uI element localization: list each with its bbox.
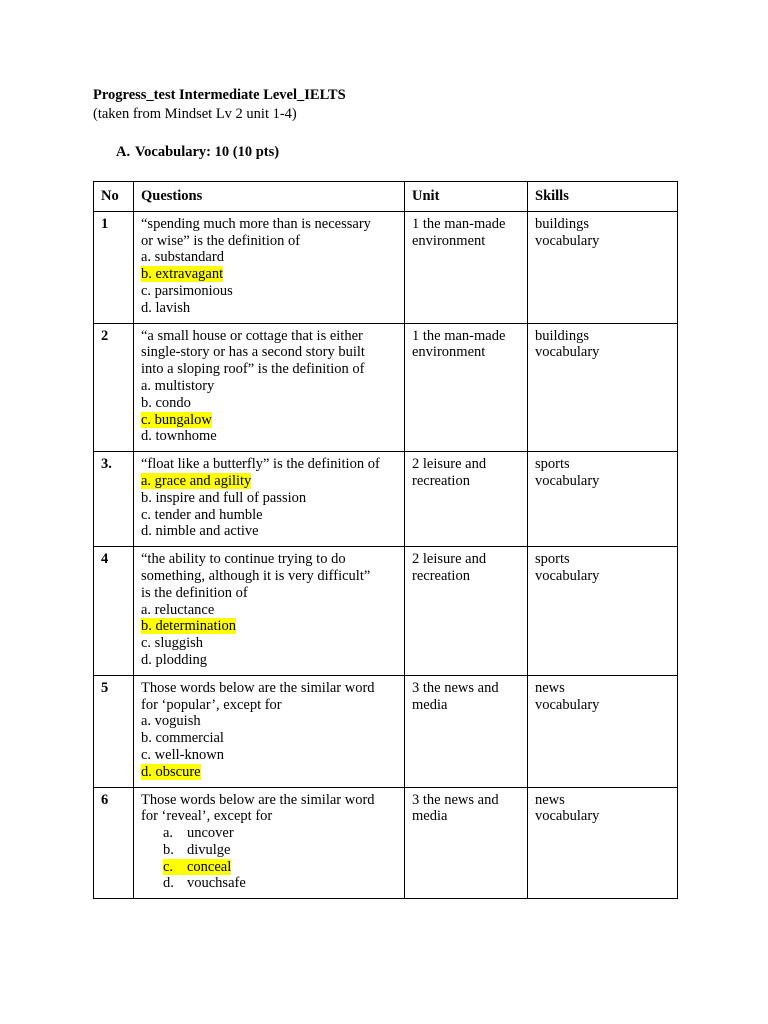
skills-cell (528, 452, 678, 547)
option-text: c. well-known (141, 746, 224, 763)
skills-cell (528, 787, 678, 899)
answer-option (141, 859, 398, 876)
question-text-line: “a small house or cottage that is either (141, 327, 363, 344)
option-text: a. voguish (141, 713, 201, 730)
table-header-row (94, 182, 678, 212)
option-text (163, 842, 231, 858)
option-text (163, 825, 234, 841)
answer-option (141, 428, 398, 445)
question-cell (134, 211, 405, 323)
answer-option (141, 764, 398, 781)
unit-text-line: 2 leisure and (412, 456, 487, 473)
option-text: d. plodding (141, 651, 208, 668)
answer-option (141, 730, 398, 747)
option-word: conceal (187, 858, 232, 875)
column-header-skills: Skills (528, 182, 678, 212)
skills-text-line: vocabulary (535, 232, 600, 249)
option-text: a. substandard (141, 249, 224, 266)
section-label: Vocabulary: 10 (10 pts) (135, 144, 280, 160)
skills-cell (528, 675, 678, 787)
question-number: 2 (94, 323, 134, 452)
skills-cell (528, 323, 678, 452)
question-text-line: or wise” is the definition of (141, 232, 301, 249)
document-subtitle: (taken from Mindset Lv 2 unit 1-4) (93, 106, 297, 122)
option-letter: b. (163, 841, 174, 858)
question-cell (134, 675, 405, 787)
option-text: b. condo (141, 394, 191, 411)
column-header-unit: Unit (405, 182, 528, 212)
answer-option (141, 635, 398, 652)
unit-cell (405, 787, 528, 899)
answer-option (141, 266, 398, 283)
question-cell (134, 547, 405, 676)
question-cell (134, 323, 405, 452)
table-row (94, 211, 678, 323)
skills-text-line: vocabulary (535, 344, 600, 361)
option-text: b. commercial (141, 730, 224, 747)
document-title: Progress_test Intermediate Level_IELTS (93, 87, 346, 103)
answer-option (141, 412, 398, 429)
question-cell (134, 452, 405, 547)
answer-option (141, 473, 398, 490)
unit-cell (405, 675, 528, 787)
option-text: d. nimble and active (141, 523, 259, 540)
answer-option (141, 300, 398, 317)
skills-cell (528, 547, 678, 676)
skills-text-line: vocabulary (535, 808, 600, 825)
option-text: b. inspire and full of passion (141, 489, 307, 506)
table-row (94, 323, 678, 452)
question-text-line: “spending much more than is necessary (141, 215, 371, 232)
answer-option (141, 713, 398, 730)
unit-text-line: 2 leisure and (412, 551, 487, 568)
unit-text-line: 3 the news and (412, 791, 499, 808)
skills-text-line: news (535, 791, 565, 808)
answer-option (141, 490, 398, 507)
highlighted-answer: b. extravagant (141, 266, 224, 283)
answer-option (141, 523, 398, 540)
skills-text-line: vocabulary (535, 696, 600, 713)
answer-option (141, 825, 398, 842)
skills-text-line: vocabulary (535, 567, 600, 584)
question-text-line: Those words below are the similar word (141, 791, 375, 808)
question-text-line: something, although it is very difficult” (141, 567, 371, 584)
unit-cell (405, 323, 528, 452)
table-row (94, 452, 678, 547)
column-header-no: No (94, 182, 134, 212)
answer-option (141, 249, 398, 266)
option-letter: a. (163, 825, 174, 842)
section-letter: A. (116, 144, 131, 160)
option-word: vouchsafe (187, 875, 246, 892)
question-number: 4 (94, 547, 134, 676)
question-text-line: single-story or has a second story built (141, 344, 365, 361)
skills-text-line: buildings (535, 215, 589, 232)
table-body (94, 211, 678, 898)
answer-option (141, 602, 398, 619)
unit-text-line: recreation (412, 567, 470, 584)
option-letter: d. (163, 875, 174, 892)
option-text: a. reluctance (141, 601, 215, 618)
question-number: 3. (94, 452, 134, 547)
document-page (93, 86, 677, 899)
highlighted-answer: a. grace and agility (141, 472, 252, 489)
option-text: d. lavish (141, 299, 191, 316)
table-row (94, 547, 678, 676)
question-text-line: is the definition of (141, 584, 248, 601)
column-header-questions: Questions (134, 182, 405, 212)
option-word: divulge (187, 841, 231, 858)
highlighted-answer: b. determination (141, 618, 237, 635)
answer-option (141, 395, 398, 412)
option-word: uncover (187, 825, 234, 842)
question-number: 5 (94, 675, 134, 787)
option-letter: c. (163, 858, 174, 875)
answer-option (141, 378, 398, 395)
table-row (94, 675, 678, 787)
question-text-line: for ‘popular’, except for (141, 696, 282, 713)
question-cell (134, 787, 405, 899)
unit-cell (405, 452, 528, 547)
question-number: 6 (94, 787, 134, 899)
answer-option (141, 652, 398, 669)
option-text: d. townhome (141, 428, 217, 445)
vocabulary-table (93, 181, 678, 899)
unit-text-line: environment (412, 232, 486, 249)
question-text-line: “float like a butterfly” is the definition of (141, 456, 380, 473)
highlighted-answer: c. bungalow (141, 411, 212, 428)
option-text: c. parsimonious (141, 282, 233, 299)
question-number: 1 (94, 211, 134, 323)
option-text: c. sluggish (141, 635, 204, 652)
option-text: c. tender and humble (141, 506, 263, 523)
answer-option (141, 842, 398, 859)
question-text-line: “the ability to continue trying to do (141, 551, 346, 568)
skills-text-line: news (535, 679, 565, 696)
unit-text-line: media (412, 808, 448, 825)
highlighted-answer: d. obscure (141, 763, 201, 780)
skills-text-line: sports (535, 551, 570, 568)
option-text: a. multistory (141, 377, 215, 394)
option-text (163, 875, 246, 891)
answer-option (141, 875, 398, 892)
skills-text-line: buildings (535, 327, 589, 344)
question-text-line: Those words below are the similar word (141, 679, 375, 696)
skills-text-line: vocabulary (535, 472, 600, 489)
table-row (94, 787, 678, 899)
unit-text-line: 3 the news and (412, 679, 499, 696)
highlighted-answer (163, 859, 231, 875)
answer-option (141, 747, 398, 764)
unit-text-line: media (412, 696, 448, 713)
unit-text-line: 1 the man-made (412, 327, 506, 344)
answer-option (141, 283, 398, 300)
answer-option (141, 618, 398, 635)
question-text-line: into a sloping roof” is the definition of (141, 361, 365, 378)
unit-text-line: 1 the man-made (412, 215, 506, 232)
unit-text-line: recreation (412, 472, 470, 489)
question-text-line: for ‘reveal’, except for (141, 808, 273, 825)
section-heading (116, 143, 677, 162)
skills-cell (528, 211, 678, 323)
unit-cell (405, 211, 528, 323)
unit-text-line: environment (412, 344, 486, 361)
skills-text-line: sports (535, 456, 570, 473)
unit-cell (405, 547, 528, 676)
answer-option (141, 507, 398, 524)
